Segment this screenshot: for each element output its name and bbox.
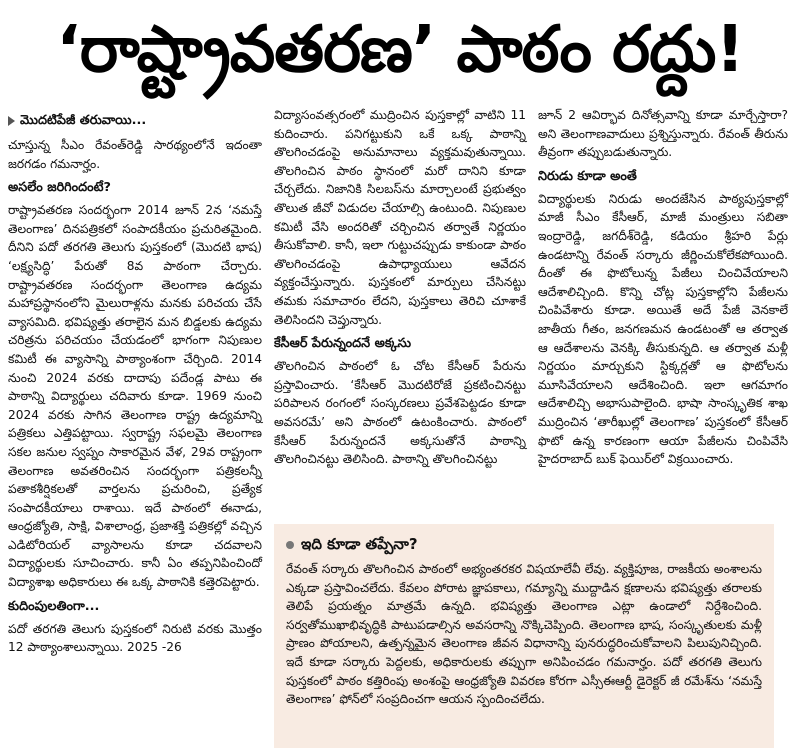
continued-from-front-page (8, 112, 262, 130)
column-1 (8, 106, 262, 661)
intro-paragraph: చూస్తున్న సీఎం రేవంత్‌రెడ్డి సారథ్యంలోనే ఇదంతా జరగడం గమనార్హం. (8, 138, 262, 171)
triangle-arrow-icon (8, 116, 15, 126)
last-year-paragraph: విద్యార్థులకు నిరుడు అందజేసిన పాఠ్యపుస్తకాల్లో మాజీ సీఎం కేసీఆర్‌, మాజీ మంత్రులు సబితా ఇంద్రారెడ్డి, జగదీశ్‌రెడ్డి, కడియం శ్రీహరి పేర్లు ఉండటాన్ని రేవంత్‌ సర్కారు జీర్ణించుకోలేకపోయింది. దీంతో ఈ ఫొటోలున్న పేజీలు చించివేయాలని ఆదేశాలిచ్చింది. కొన్ని చోట్ల పుస్తకాల్లోని పేజీలను చింపివేశారు కూడా. అయితే అదే పేజీ వెనకాలే జాతీయ గీతం, జనగణమన ఉండటంతో ఆ తర్వాత ఆ ఆదేశాలను వెనక్కి తీసుకున్నది. ఆ తర్వాత మళ్లీ నిర్ణయం మార్చుకుని స్టిక్కర్లతో ఆ ఫొటోలను మూసివేయాలని ఆదేశించింది. ఇలా ఆగమాగం ఆదేశాలిచ్చి అభాసుపాలైంది. భాషా సాంస్కృతిక శాఖ ముద్రించిన ‘తారీఖుల్లో తెలంగాణ’ పుస్తకంలో కేసీఆర్‌ ఫొటో ఉన్న కారణంగా ఆయా పేజీలను చింపివేసి హైదరాబాద్‌ బుక్‌ ఫెయిర్‌లో విక్రయించారు. (538, 191, 788, 467)
sidebar-box (274, 524, 774, 748)
subheading-what-happened: అసలేం జరిగిందంటే? (8, 180, 111, 196)
subheading-cut: కుదింపులతింగా... (8, 598, 100, 614)
lead-label: మొదటిపేజీ తరువాయి... (20, 113, 147, 128)
bullet-icon (286, 541, 294, 549)
box-title (286, 534, 762, 554)
cut-paragraph: పదో తరగతి తెలుగు పుస్తకంలో నిరుటి వరకు మొత్తం 12 పాఠ్యాంశాలున్నాయి. 2025 -26 (8, 621, 262, 655)
box-paragraph: రేవంత్‌ సర్కారు తొలగించిన పాఠంలో అభ్యంతరకర విషయాలేవీ లేవు. వ్యక్తిపూజ, రాజకీయ అంశాలను ఎక్కడా ప్రస్తావించలేదు. కేవలం పోరాట జ్ఞాపకాలు, గమ్యాన్ని ముద్దాడిన క్షణాలను భవిష్యత్తు తరాలకు తెలిపే ప్రయత్నం మాత్రమే ఉన్నది. భవిష్యత్తు తెలంగాణ ఎట్లా ఉండాలో నిర్దేశించింది. సర్వతోముఖాభివృద్ధికి పాటుపడాల్సిన అవసరాన్ని నొక్కిచెప్పింది. తెలంగాణ భాష, సంస్కృతులకు మళ్లీ ప్రాణం పోయాలని, ఉత్పన్నమైన తెలంగాణ జీవన విధానాన్ని పునరుద్ధరించుకోవాలని పిలుపునిచ్చింది. ఇదే కూడా సర్కారు పెద్దలకు, అధికారులకు తప్పుగా అనిపించడం గమనార్హం. పదో తరగతి తెలుగు పుస్తకంలో పాఠం కత్తిరింపు అంశంపై ఆంధ్రజ్యోతి వివరణ కోరగా ఎస్సీఈఆర్టీ డైరెక్టర్‌ జీ రమేశ్‌ను ‘నమస్తే తెలంగాణ’ ఫోన్‌లో సంప్రదించగా ఆయన స్పందించలేదు. (286, 562, 762, 707)
kcr-paragraph: తొలగించిన పాఠంలో ఓ చోట కేసీఆర్‌ పేరును ప్రస్తావించారు. ‘కేసీఆర్‌ మొదటిరోజే ప్రకటించినట్టు పరిపాలన రంగంలో సంస్కరణలు ప్రవేశపెట్టడం కూడా అవసరమే’ అని పాఠంలో ఉటంకించారు. పాఠంలో కేసీఆర్‌ పేరున్నందనే అక్కసుతోనే పాఠాన్ని తొలగించినట్టు తెలిసింది. పాఠాన్ని తొలగించినట్టు (274, 359, 526, 467)
column-3-paragraph: జూన్‌ 2 ఆవిర్భావ దినోత్సవాన్ని కూడా మార్చేస్తారా? అని తెలంగాణవాదులు ప్రశ్నిస్తున్నారు. రేవంత్‌ తీరును తీవ్రంగా తప్పుబడుతున్నారు. (538, 108, 788, 160)
column-2 (274, 106, 526, 473)
column-2-paragraph: విద్యాసంవత్సరంలో ముద్రించిన పుస్తకాల్లో వాటిని 11 కుదించారు. పనిగట్టుకుని ఒకే ఒక్క పాఠాన్ని తొలగించడంపై అనుమానాలు వ్యక్తమవుతున్నాయి. తొలగించిన పాఠం స్థానంలో మరో దానిని కూడా చేర్చలేదు. నిజానికి సిలబస్‌ను మార్చాలంటే ప్రభుత్వం తొలుత జీవో విడుదల చేయాల్సి ఉంటుంది. నిపుణుల కమిటీ వేసి అందరితో చర్చించిన తర్వాతే నిర్ణయం తీసుకోవాలి. కానీ, ఇలా గుట్టుచప్పుడు కాకుండా పాఠం తొలగించడంపై ఉపాధ్యాయులు ఆవేదన వ్యక్తంచేస్తున్నారు. పుస్తకంలో మార్పులు చేసినట్టు తమకు సమాచారం లేదని, పుస్తకాలు తెరిచి చూశాకే తెలిసిందని చెప్తున్నారు. (274, 108, 526, 327)
subheading-kcr: కేసీఆర్‌ పేరున్నందనే అక్కసు (274, 336, 412, 352)
headline: ‘రాష్ట్రావతరణ’ పాఠం రద్దు! (56, 13, 744, 87)
subheading-last-year: నిరుడు కూడా అంతే (538, 168, 637, 184)
what-happened-paragraph: రాష్ట్రావతరణ సందర్భంగా 2014 జూన్‌ 2న ‘నమస్తే తెలంగాణ’ దినపత్రికలో సంపాదకీయం ప్రచురితమైంది. దీనిని పదో తరగతి తెలుగు పుస్తకంలో (మొదటి భాష) ‘లక్ష్యసిద్ధి’ పేరుతో 8వ పాఠంగా చేర్చారు. రాష్ట్రావతరణ సందర్భంగా తెలంగాణ ఉద్యమ మహాప్రస్థానంలోని మైలురాళ్లను మనకు పరిచయ చేసే వ్యాసమిది. భవిష్యత్తు తరాలైన మన బిడ్డలకు ఉద్యమ చరిత్రను పరిచయం చేయడంలో భాగంగా నిపుణుల కమిటీ ఈ వ్యాసాన్ని పాఠ్యాంశంగా చేర్చింది. 2014 నుంచి 2024 వరకు దాదాపు పదేండ్ల పాటు ఈ పాఠాన్ని విద్యార్థులు చదివారు కూడా. 1969 నుంచి 2024 వరకు సాగిన తెలంగాణ రాష్ట్ర ఉద్యమాన్ని పత్రికలు ఎత్తిపట్టాయి. స్వరాష్ట్ర సఫలమై తెలంగాణ సకల జనుల స్వప్నం సాకారమైన వేళ, 29వ రాష్ట్రంగా తెలంగాణ అవతరించిన సందర్భంగా పత్రికలన్నీ పతాకశీర్షికలతో వార్తలను ప్రచురించి, ప్రత్యేక సంపాదకీయాలు రాశాయి. ఇదే పాఠంలో ఈనాడు, ఆంధ్రజ్యోతి, సాక్షి, విశాలాంధ్ర, ప్రజాశక్తి పత్రికల్లో వచ్చిన ఎడిటోరియల్‌ వ్యాసాలను కూడా చదవాలని విద్యార్థులకు సూచించారు. కానీ ఏం తప్పనిపించిందో విద్యాశాఖ అధికారులు ఈ ఒక్క పాఠానికి కత్తెరపెట్టారు. (8, 203, 262, 590)
box-title-text: ఇది కూడా తప్పేనా? (301, 535, 418, 553)
column-3 (538, 106, 788, 473)
